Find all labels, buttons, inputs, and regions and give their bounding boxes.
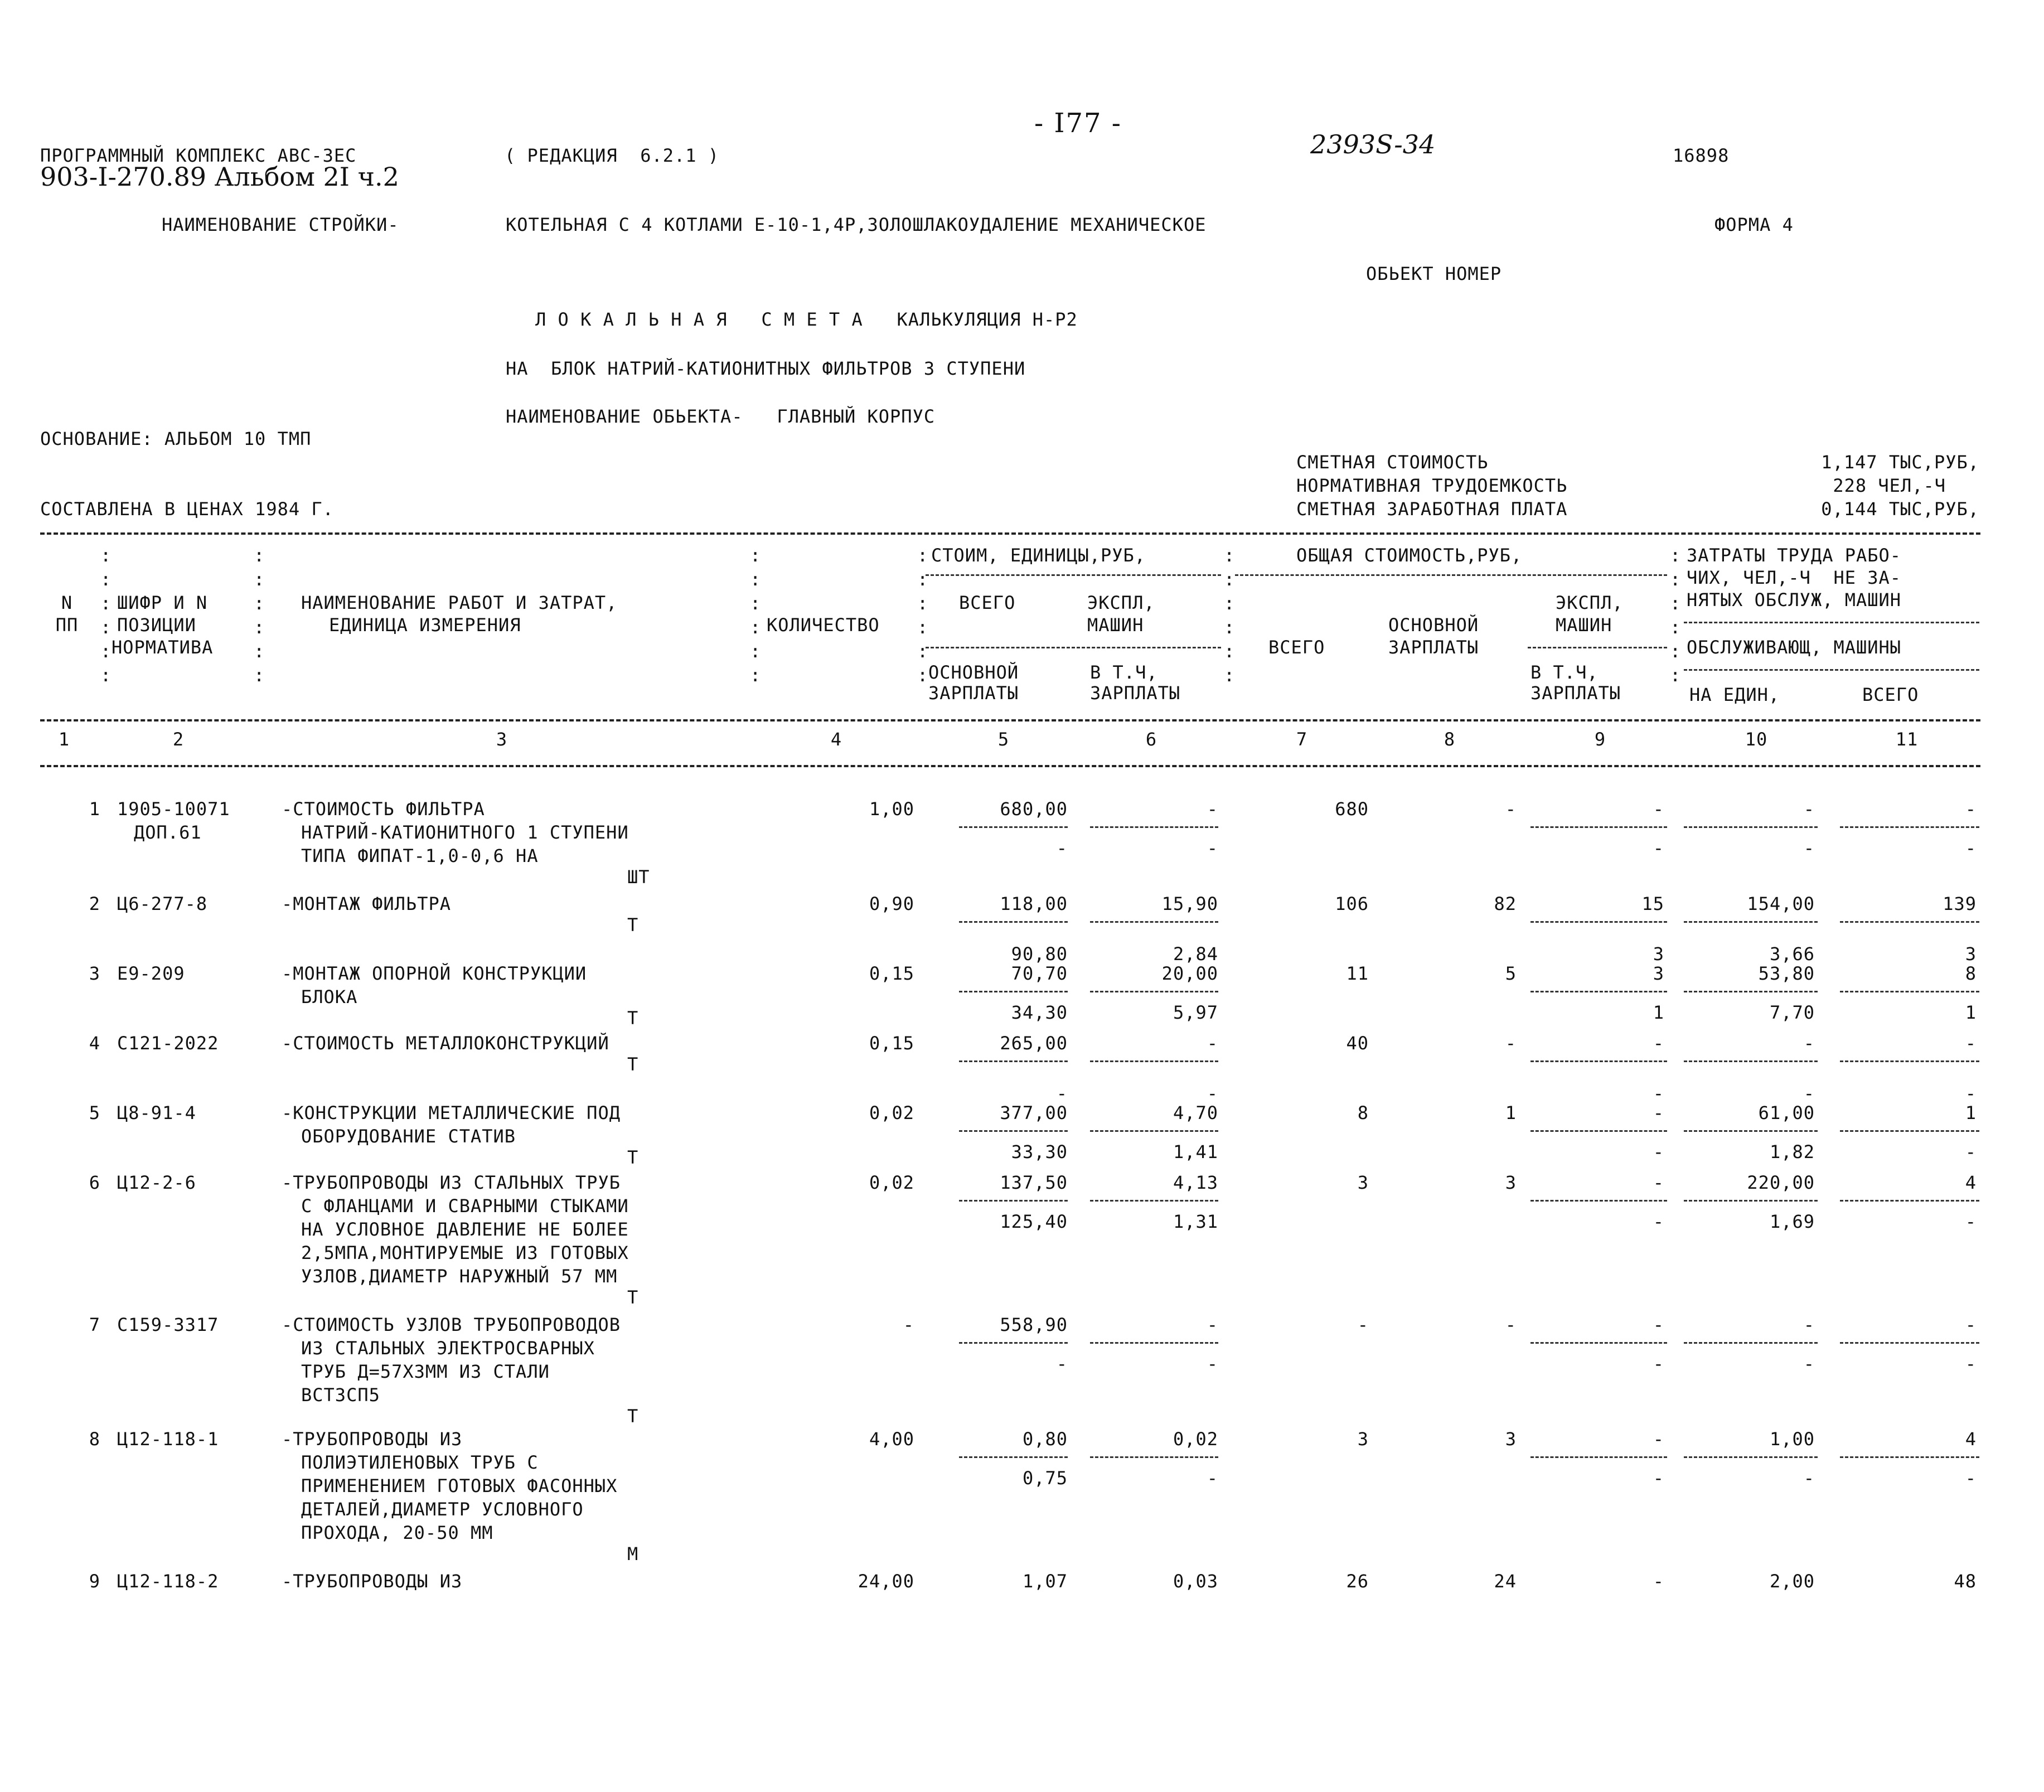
header-labor-total: ВСЕГО <box>1862 684 1919 705</box>
header-col2-line3: НОРМАТИВА <box>112 637 214 658</box>
header-col2-line2: ПОЗИЦИИ <box>117 614 196 636</box>
header-labor-3: НЯТЫХ ОБСЛУЖ, МАШИН <box>1687 589 1902 611</box>
cell-underline <box>1840 826 1979 828</box>
row-labor-unit: 2,00 <box>1769 1571 1815 1592</box>
row-code: Ц6-277-8 <box>117 893 208 914</box>
header-rule <box>926 647 1221 648</box>
row-unit-wages-machines: 1,31 <box>1173 1211 1218 1232</box>
row-unit: Т <box>627 1287 639 1308</box>
header-tc-total: ВСЕГО <box>1268 637 1325 658</box>
row-total: 3 <box>1357 1428 1369 1450</box>
row-total-wages: - <box>1505 1314 1517 1335</box>
row-name-line: -ТРУБОПРОВОДЫ ИЗ <box>282 1571 463 1592</box>
header-rule <box>1528 647 1667 648</box>
row-total-wages-machines: - <box>1653 1353 1664 1374</box>
row-total: 40 <box>1346 1033 1369 1054</box>
row-total: 106 <box>1335 893 1369 914</box>
header-tc-mach-2: МАШИН <box>1556 614 1612 636</box>
cell-underline <box>1840 991 1979 992</box>
row-unit-total: 70,70 <box>1011 963 1068 984</box>
row-total-wages-machines: 3 <box>1653 943 1664 965</box>
cell-underline <box>1530 1060 1667 1062</box>
header-tc-base-2: ЗАРПЛАТЫ <box>1388 637 1479 658</box>
col-number: 11 <box>1895 729 1919 750</box>
cell-underline <box>1530 1456 1667 1458</box>
row-name-line: ПРИМЕНЕНИЕМ ГОТОВЫХ ФАСОННЫХ <box>301 1475 618 1496</box>
header-col1-line1: N <box>61 592 73 613</box>
header-unit-cost: СТОИМ, ЕДИНИЦЫ,РУБ, <box>931 545 1146 566</box>
edition: ( РЕДАКЦИЯ 6.2.1 ) <box>505 145 720 166</box>
row-name-line: ПОЛИЭТИЛЕНОВЫХ ТРУБ С <box>301 1452 539 1473</box>
header-separator: : : : : : : <box>750 545 761 686</box>
row-labor-total: 1 <box>1965 1102 1977 1123</box>
row-total-wages-machines: - <box>1653 837 1664 859</box>
album-reference: 903-I-270.89 Альбом 2I ч.2 <box>40 162 399 192</box>
row-total-machines: 3 <box>1653 963 1664 984</box>
row-name-line: -МОНТАЖ ОПОРНОЙ КОНСТРУКЦИИ <box>282 963 587 984</box>
summary-value-cost: 1,147 ТЫС,РУБ, <box>1821 452 1979 473</box>
row-unit-total: 265,00 <box>1000 1033 1068 1054</box>
row-total-machines: - <box>1653 1428 1664 1450</box>
header-col1-line2: ПП <box>55 614 79 636</box>
header-labor-2: ЧИХ, ЧЕЛ,-Ч НЕ ЗА- <box>1687 567 1902 588</box>
row-total-machines: - <box>1653 1314 1664 1335</box>
row-labor-unit: 154,00 <box>1747 893 1815 914</box>
cell-underline <box>1840 1342 1979 1344</box>
form-label: ФОРМА 4 <box>1714 214 1794 235</box>
cell-underline <box>959 1200 1068 1202</box>
row-quantity: 1,00 <box>869 798 914 820</box>
row-name-line: -СТОИМОСТЬ УЗЛОВ ТРУБОПРОВОДОВ <box>282 1314 621 1335</box>
header-tc-base-1: ОСНОВНОЙ <box>1388 614 1479 636</box>
col-number: 9 <box>1594 729 1606 750</box>
row-name-line: НАТРИЙ-КАТИОНИТНОГО 1 СТУПЕНИ <box>301 822 629 843</box>
row-unit-total: 680,00 <box>1000 798 1068 820</box>
row-labor-unit: - <box>1803 1033 1815 1054</box>
row-code: Ц8-91-4 <box>117 1102 196 1123</box>
row-labor-total-machines: 3 <box>1965 943 1977 965</box>
row-unit-total: 118,00 <box>1000 893 1068 914</box>
row-unit-base-wages: 125,40 <box>1000 1211 1068 1232</box>
row-name-line: ОБОРУДОВАНИЕ СТАТИВ <box>301 1126 516 1147</box>
header-separator: : : : : : : <box>1670 545 1681 686</box>
row-labor-unit: - <box>1803 798 1815 820</box>
row-labor-unit-machines: 3,66 <box>1769 943 1815 965</box>
row-labor-total: 8 <box>1965 963 1977 984</box>
header-separator: : : : : : : <box>254 545 265 686</box>
row-name-line: БЛОКА <box>301 986 358 1008</box>
row-number: 8 <box>89 1428 100 1450</box>
cell-underline <box>1090 826 1218 828</box>
row-labor-unit: 53,80 <box>1758 963 1815 984</box>
row-name-line: -СТОИМОСТЬ ФИЛЬТРА <box>282 798 485 820</box>
row-labor-total: - <box>1965 1033 1977 1054</box>
program-line: ПРОГРАММНЫЙ КОМПЛЕКС АВС-ЗЕС <box>40 145 357 166</box>
row-name-line: ВСТ3СП5 <box>301 1384 380 1406</box>
row-total: 3 <box>1357 1172 1369 1193</box>
cell-underline <box>959 1060 1068 1062</box>
col-number: 2 <box>172 729 185 750</box>
row-total: 8 <box>1357 1102 1369 1123</box>
col-number: 5 <box>997 729 1010 750</box>
row-unit-total: 1,07 <box>1022 1571 1068 1592</box>
row-unit-machines: - <box>1207 1314 1218 1335</box>
row-unit-wages-machines: - <box>1207 837 1218 859</box>
cell-underline <box>1090 991 1218 992</box>
row-total: 11 <box>1346 963 1369 984</box>
row-quantity: 0,02 <box>869 1102 914 1123</box>
cell-underline <box>1530 1200 1667 1202</box>
row-total-wages-machines: - <box>1653 1467 1664 1489</box>
header-labor-1: ЗАТРАТЫ ТРУДА РАБО- <box>1687 545 1902 566</box>
row-labor-unit-machines: 1,82 <box>1769 1141 1815 1163</box>
row-total-machines: - <box>1653 1033 1664 1054</box>
cell-underline <box>1684 1456 1818 1458</box>
row-code: 1905-10071 <box>117 798 230 820</box>
col-number: 3 <box>496 729 508 750</box>
object-name: НАИМЕНОВАНИЕ ОБЬЕКТА- ГЛАВНЫЙ КОРПУС <box>506 406 936 427</box>
col-number: 4 <box>830 729 842 750</box>
row-labor-total-machines: - <box>1965 1211 1977 1232</box>
row-name-line: ТРУБ Д=57Х3ММ ИЗ СТАЛИ <box>301 1361 550 1382</box>
row-total-wages: 82 <box>1494 893 1517 914</box>
row-total-wages-machines: - <box>1653 1141 1664 1163</box>
row-unit-machines: 0,03 <box>1173 1571 1218 1592</box>
row-number: 7 <box>89 1314 100 1335</box>
row-unit-machines: 0,02 <box>1173 1428 1218 1450</box>
header-rule <box>1235 574 1667 576</box>
cell-underline <box>1530 826 1667 828</box>
row-unit-wages-machines: - <box>1207 1467 1218 1489</box>
header-uc-base-2: ЗАРПЛАТЫ <box>928 682 1019 704</box>
header-total-cost: ОБЩАЯ СТОИМОСТЬ,РУБ, <box>1296 545 1523 566</box>
cell-underline <box>1530 1130 1667 1132</box>
row-number: 4 <box>89 1033 100 1054</box>
row-labor-total-machines: - <box>1965 1083 1977 1104</box>
row-name-line: -СТОИМОСТЬ МЕТАЛЛОКОНСТРУКЦИЙ <box>282 1033 609 1054</box>
row-unit-base-wages: 0,75 <box>1022 1467 1068 1489</box>
header-uc-mach-1: ЭКСПЛ, <box>1087 592 1155 613</box>
cell-underline <box>1684 1060 1818 1062</box>
handwritten-code: 2393S-34 <box>1310 129 1436 159</box>
row-unit: ШТ <box>627 866 650 888</box>
row-code: Ц12-118-1 <box>117 1428 219 1450</box>
cell-underline <box>1684 991 1818 992</box>
row-code: С159-3317 <box>117 1314 219 1335</box>
row-total: - <box>1357 1314 1369 1335</box>
row-unit-base-wages: - <box>1056 1353 1068 1374</box>
cell-underline <box>1090 1342 1218 1344</box>
cell-underline <box>1090 921 1218 923</box>
header-top-rule <box>40 532 1980 535</box>
row-unit-machines: 4,13 <box>1173 1172 1218 1193</box>
header-col4: КОЛИЧЕСТВО <box>767 614 880 636</box>
row-unit-wages-machines: 1,41 <box>1173 1141 1218 1163</box>
row-code: Е9-209 <box>117 963 185 984</box>
header-tc-mach-1: ЭКСПЛ, <box>1556 592 1624 613</box>
row-unit-wages-machines: 5,97 <box>1173 1002 1218 1023</box>
row-labor-total-machines: - <box>1965 1141 1977 1163</box>
col-number: 1 <box>58 729 70 750</box>
cell-underline <box>959 991 1068 992</box>
header-uc-mach-2: МАШИН <box>1087 614 1144 636</box>
row-labor-unit: 220,00 <box>1747 1172 1815 1193</box>
object-number: ОБЬЕКТ НОМЕР <box>1366 263 1502 284</box>
row-labor-unit-machines: - <box>1803 1353 1815 1374</box>
row-name-line: НА УСЛОВНОЕ ДАВЛЕНИЕ НЕ БОЛЕЕ <box>301 1219 629 1240</box>
row-labor-total-machines: - <box>1965 837 1977 859</box>
row-quantity: 24,00 <box>858 1571 914 1592</box>
row-name-line: ТИПА ФИПАТ-1,0-0,6 НА <box>301 845 539 866</box>
row-total-machines: - <box>1653 1571 1664 1592</box>
cell-underline <box>1530 1342 1667 1344</box>
row-name-line: -КОНСТРУКЦИИ МЕТАЛЛИЧЕСКИЕ ПОД <box>282 1102 621 1123</box>
summary-label-cost: СМЕТНАЯ СТОИМОСТЬ <box>1296 452 1489 473</box>
cell-underline <box>959 1456 1068 1458</box>
cell-underline <box>1684 1200 1818 1202</box>
cell-underline <box>1840 1130 1979 1132</box>
row-total-wages: - <box>1505 1033 1517 1054</box>
header-separator: : : : : : : <box>100 545 112 686</box>
row-unit-base-wages: - <box>1056 1083 1068 1104</box>
summary-label-wages: СМЕТНАЯ ЗАРАБОТНАЯ ПЛАТА <box>1296 498 1568 520</box>
row-unit: Т <box>627 1147 639 1168</box>
cell-underline <box>1090 1060 1218 1062</box>
row-number: 1 <box>89 798 100 820</box>
row-name-line: ДЕТАЛЕЙ,ДИАМЕТР УСЛОВНОГО <box>301 1499 584 1520</box>
row-number: 3 <box>89 963 100 984</box>
row-labor-unit: 61,00 <box>1758 1102 1815 1123</box>
row-code: С121-2022 <box>117 1033 219 1054</box>
row-quantity: 0,15 <box>869 963 914 984</box>
row-total-wages-machines: 1 <box>1653 1002 1664 1023</box>
row-labor-total: 4 <box>1965 1428 1977 1450</box>
row-unit-machines: 15,90 <box>1161 893 1218 914</box>
row-total-machines: 15 <box>1641 893 1664 914</box>
cell-underline <box>1090 1130 1218 1132</box>
page-number: - I77 - <box>1034 108 1122 139</box>
cell-underline <box>959 826 1068 828</box>
row-name-line: УЗЛОВ,ДИАМЕТР НАРУЖНЫЙ 57 ММ <box>301 1266 618 1287</box>
row-total-wages-machines: - <box>1653 1083 1664 1104</box>
doc-number: 16898 <box>1673 145 1730 166</box>
row-number: 5 <box>89 1102 100 1123</box>
row-unit: Т <box>627 1054 639 1075</box>
row-total-wages: 1 <box>1505 1102 1517 1123</box>
row-labor-total: 139 <box>1943 893 1977 914</box>
row-code: Ц12-118-2 <box>117 1571 219 1592</box>
row-total-wages: 3 <box>1505 1428 1517 1450</box>
row-labor-unit: - <box>1803 1314 1815 1335</box>
cell-underline <box>959 1342 1068 1344</box>
row-unit-base-wages: 33,30 <box>1011 1141 1068 1163</box>
row-quantity: - <box>903 1314 914 1335</box>
header-bottom-rule <box>40 765 1980 767</box>
header-col3-line2: ЕДИНИЦА ИЗМЕРЕНИЯ <box>329 614 521 636</box>
prices-year: СОСТАВЛЕНА В ЦЕНАХ 1984 Г. <box>40 498 334 520</box>
row-name-line: С ФЛАНЦАМИ И СВАРНЫМИ СТЫКАМИ <box>301 1195 629 1217</box>
header-uc-base-1: ОСНОВНОЙ <box>928 662 1019 683</box>
row-unit: Т <box>627 914 639 936</box>
row-total-wages: - <box>1505 798 1517 820</box>
row-total: 680 <box>1335 798 1369 820</box>
smeta-title: Л О К А Л Ь Н А Я С М Е Т А КАЛЬКУЛЯЦИЯ Н-Р2 <box>535 309 1078 330</box>
summary-label-labor: НОРМАТИВНАЯ ТРУДОЕМКОСТЬ <box>1296 475 1568 496</box>
header-rule <box>1684 669 1979 671</box>
row-unit-base-wages: 34,30 <box>1011 1002 1068 1023</box>
row-quantity: 0,90 <box>869 893 914 914</box>
row-unit-wages-machines: 2,84 <box>1173 943 1218 965</box>
header-separator: : : : : : : <box>1224 545 1235 686</box>
row-labor-unit-machines: - <box>1803 837 1815 859</box>
cell-underline <box>1530 921 1667 923</box>
row-name-line: ПРОХОДА, 20-50 ММ <box>301 1522 493 1543</box>
row-labor-total: - <box>1965 798 1977 820</box>
row-unit: Т <box>627 1008 639 1029</box>
row-unit-total: 377,00 <box>1000 1102 1068 1123</box>
row-unit-machines: - <box>1207 1033 1218 1054</box>
row-labor-unit-machines: 7,70 <box>1769 1002 1815 1023</box>
header-rule <box>926 574 1221 576</box>
row-unit-total: 558,90 <box>1000 1314 1068 1335</box>
header-tc-incl-2: ЗАРПЛАТЫ <box>1530 682 1621 704</box>
summary-value-labor: 228 ЧЕЛ,-Ч <box>1833 475 1946 496</box>
smeta-subject: НА БЛОК НАТРИЙ-КАТИОНИТНЫХ ФИЛЬТРОВ 3 СТУПЕНИ <box>506 358 1026 379</box>
row-quantity: 4,00 <box>869 1428 914 1450</box>
row-labor-total-machines: 1 <box>1965 1002 1977 1023</box>
cell-underline <box>1840 1200 1979 1202</box>
row-labor-unit: 1,00 <box>1769 1428 1815 1450</box>
cell-underline <box>1684 1130 1818 1132</box>
cell-underline <box>1840 1456 1979 1458</box>
row-labor-total: - <box>1965 1314 1977 1335</box>
cell-underline <box>959 1130 1068 1132</box>
construction-name: КОТЕЛЬНАЯ С 4 КОТЛАМИ Е-10-1,4Р,ЗОЛОШЛАКОУДАЛЕНИЕ МЕХАНИЧЕСКОЕ <box>506 214 1207 235</box>
row-unit-base-wages: - <box>1056 837 1068 859</box>
header-uc-total: ВСЕГО <box>959 592 1016 613</box>
row-unit-machines: - <box>1207 798 1218 820</box>
row-name-line: ИЗ СТАЛЬНЫХ ЭЛЕКТРОСВАРНЫХ <box>301 1338 595 1359</box>
summary-value-wages: 0,144 ТЫС,РУБ, <box>1821 498 1979 520</box>
header-labor-sub: ОБСЛУЖИВАЮЩ, МАШИНЫ <box>1687 637 1902 658</box>
row-unit-total: 0,80 <box>1022 1428 1068 1450</box>
cell-underline <box>959 921 1068 923</box>
row-labor-total: 48 <box>1954 1571 1977 1592</box>
row-unit: М <box>627 1543 639 1565</box>
header-rule <box>1684 622 1979 623</box>
row-labor-total-machines: - <box>1965 1467 1977 1489</box>
row-name-line: -ТРУБОПРОВОДЫ ИЗ СТАЛЬНЫХ ТРУБ <box>282 1172 621 1193</box>
header-uc-incl-1: В Т.Ч, <box>1090 662 1158 683</box>
row-unit-machines: 4,70 <box>1173 1102 1218 1123</box>
row-number: 9 <box>89 1571 100 1592</box>
row-unit-wages-machines: - <box>1207 1353 1218 1374</box>
row-total-wages-machines: - <box>1653 1211 1664 1232</box>
row-unit-machines: 20,00 <box>1161 963 1218 984</box>
row-unit-total: 137,50 <box>1000 1172 1068 1193</box>
row-total-wages: 24 <box>1494 1571 1517 1592</box>
row-total-machines: - <box>1653 798 1664 820</box>
row-total-machines: - <box>1653 1102 1664 1123</box>
header-separator: : : : : : : <box>917 545 928 686</box>
row-total-machines: - <box>1653 1172 1664 1193</box>
cell-underline <box>1684 826 1818 828</box>
cell-underline <box>1840 1060 1979 1062</box>
col-number: 10 <box>1745 729 1768 750</box>
col-number: 6 <box>1145 729 1157 750</box>
header-labor-unit: НА ЕДИН, <box>1689 684 1780 705</box>
row-labor-total-machines: - <box>1965 1353 1977 1374</box>
row-total: 26 <box>1346 1571 1369 1592</box>
header-tc-incl-1: В Т.Ч, <box>1530 662 1599 683</box>
col-number: 7 <box>1296 729 1308 750</box>
row-labor-unit-machines: - <box>1803 1467 1815 1489</box>
cell-underline <box>1090 1200 1218 1202</box>
row-total-wages: 3 <box>1505 1172 1517 1193</box>
cell-underline <box>1684 1342 1818 1344</box>
cell-underline <box>1530 991 1667 992</box>
row-unit: Т <box>627 1406 639 1427</box>
row-number: 2 <box>89 893 100 914</box>
basis: ОСНОВАНИЕ: АЛЬБОМ 10 ТМП <box>40 428 312 449</box>
header-uc-incl-2: ЗАРПЛАТЫ <box>1090 682 1181 704</box>
header-col3-line1: НАИМЕНОВАНИЕ РАБОТ И ЗАТРАТ, <box>301 592 618 613</box>
cell-underline <box>1840 921 1979 923</box>
row-labor-total: 4 <box>1965 1172 1977 1193</box>
row-unit-base-wages: 90,80 <box>1011 943 1068 965</box>
row-labor-unit-machines: 1,69 <box>1769 1211 1815 1232</box>
row-labor-unit-machines: - <box>1803 1083 1815 1104</box>
row-quantity: 0,15 <box>869 1033 914 1054</box>
row-code-extra: ДОП.61 <box>134 822 202 843</box>
row-quantity: 0,02 <box>869 1172 914 1193</box>
col-number: 8 <box>1444 729 1456 750</box>
row-total-wages: 5 <box>1505 963 1517 984</box>
row-unit-wages-machines: - <box>1207 1083 1218 1104</box>
row-number: 6 <box>89 1172 100 1193</box>
cell-underline <box>1684 921 1818 923</box>
header-mid-rule <box>40 719 1980 721</box>
construction-label: НАИМЕНОВАНИЕ СТРОЙКИ- <box>162 214 399 235</box>
header-col2-line1: ШИФР И N <box>117 592 208 613</box>
row-name-line: 2,5МПА,МОНТИРУЕМЫЕ ИЗ ГОТОВЫХ <box>301 1242 629 1263</box>
cell-underline <box>1090 1456 1218 1458</box>
row-code: Ц12-2-6 <box>117 1172 196 1193</box>
row-name-line: -МОНТАЖ ФИЛЬТРА <box>282 893 451 914</box>
row-name-line: -ТРУБОПРОВОДЫ ИЗ <box>282 1428 463 1450</box>
